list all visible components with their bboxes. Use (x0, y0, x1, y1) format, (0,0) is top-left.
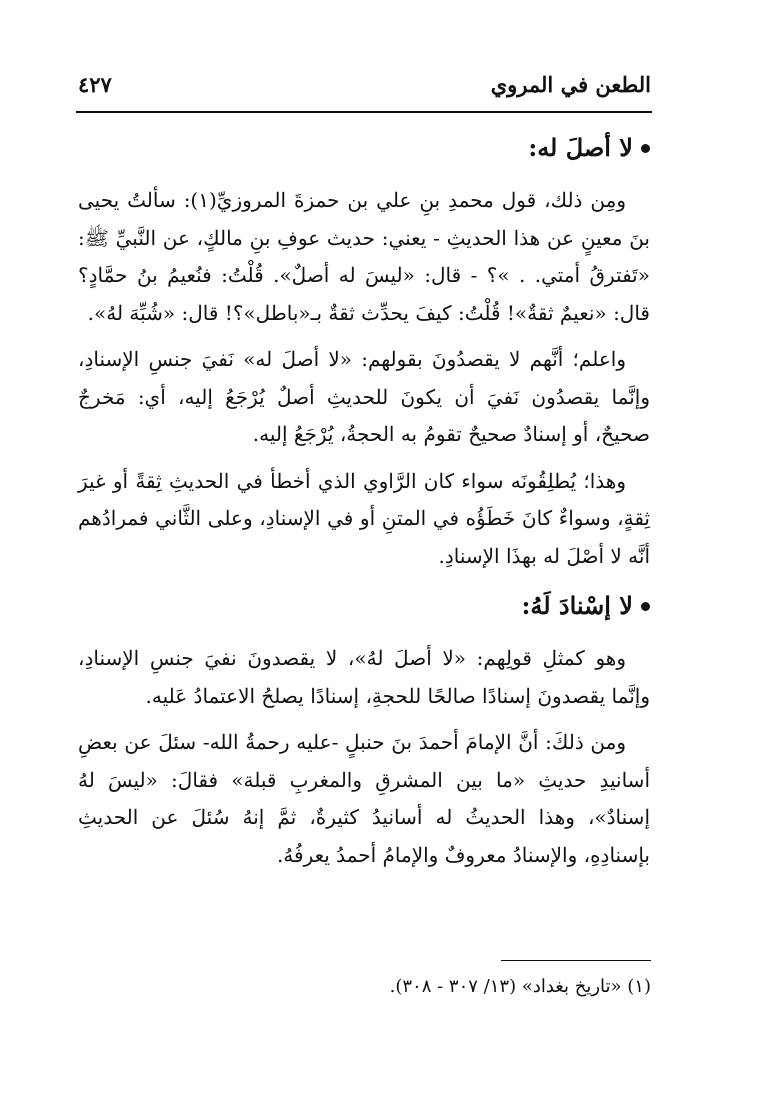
paragraph: واعلم؛ أنَّهم لا يقصدُونَ بقولهم: «لا أصلَ له» نَفيَ جنسِ الإسنادِ، وإنَّما يقصدُون نَفيَ أن يكونَ للحديثِ أصلٌ يُرْجَعُ إليه، أي: مَخرجٌ صحيحٌ، أو إسنادٌ صحيحٌ تقومُ به الحجةُ، يُرْجَعُ إليه. (78, 347, 650, 446)
section-heading-text: لا أصلَ له: (528, 133, 633, 162)
section-heading (78, 126, 650, 170)
page-body (78, 126, 650, 883)
paragraph: ومن ذلكَ: أنَّ الإمامَ أحمدَ بنَ حنبلٍ -عليه رحمةُ الله- سئلَ عن بعضِ أسانيدِ حديثِ «ما بين المشرقِ والمغربِ قبلة» فقالَ: «ليسَ لهُ إسنادٌ»، وهذا الحديثُ له أسانيدُ كثيرةٌ، ثمَّ إنهُ سُئلَ عن الحديثِ بإسنادِهِ، والإسنادُ معروفٌ والإمامُ أحمدُ يعرفُهُ. (78, 730, 650, 867)
bullet-icon (641, 602, 650, 611)
paragraph: وهذا؛ يُطلِقُونَه سواء كان الرَّاوي الذي أخطأ في الحديثِ ثِقةً أو غيرَ ثِقةٍ، وسواءٌ كانَ خَطَؤُه في المتنِ أو في الإسنادِ، وعلى الثَّاني فمرادُهم أنَّه لا أصْلَ له بهذَا الإسنادِ. (78, 468, 650, 568)
section-heading (78, 584, 650, 628)
section-heading-text: لا إسْنادَ لَهُ: (521, 591, 633, 620)
footnote-rule (501, 960, 651, 961)
page-header (78, 68, 651, 108)
paragraph: ومِن ذلك، قول محمدِ بنِ علي بن حمزةَ المروزيِّ(١): سألتُ يحيى بنَ معينٍ عن هذا الحديثِ - يعني: حديث عوفِ بنِ مالكٍ، عن النَّبيِّ ﷺ: «تَفترقُ أمتي. . »؟ - قال: «ليسَ له أصلٌ». قُلْتُ: فنُعيمُ بنُ حمَّادٍ؟ قال: «نعيمٌ ثقةٌ»! قُلْتُ: كيفَ يحدِّث ثقةٌ بـ«باطل»؟! قال: «شُبِّهَ لهُ». (78, 188, 650, 325)
page-number: ٤٢٧ (78, 72, 112, 97)
running-title: الطعن في المروي (490, 72, 651, 97)
paragraph: وهو كمثلِ قولِهم: «لا أصلَ لهُ»، لا يقصدونَ نفيَ جنسِ الإسنادِ، وإنَّما يقصدونَ إسنادًا صالحًا للحجةِ، إسنادًا يصلحُ الاعتمادُ عَليه. (78, 646, 650, 708)
bullet-icon (641, 144, 650, 153)
footnote: (١) «تاريخ بغداد» (١٣/ ٣٠٧ - ٣٠٨). (389, 976, 651, 997)
header-rule (76, 111, 652, 113)
